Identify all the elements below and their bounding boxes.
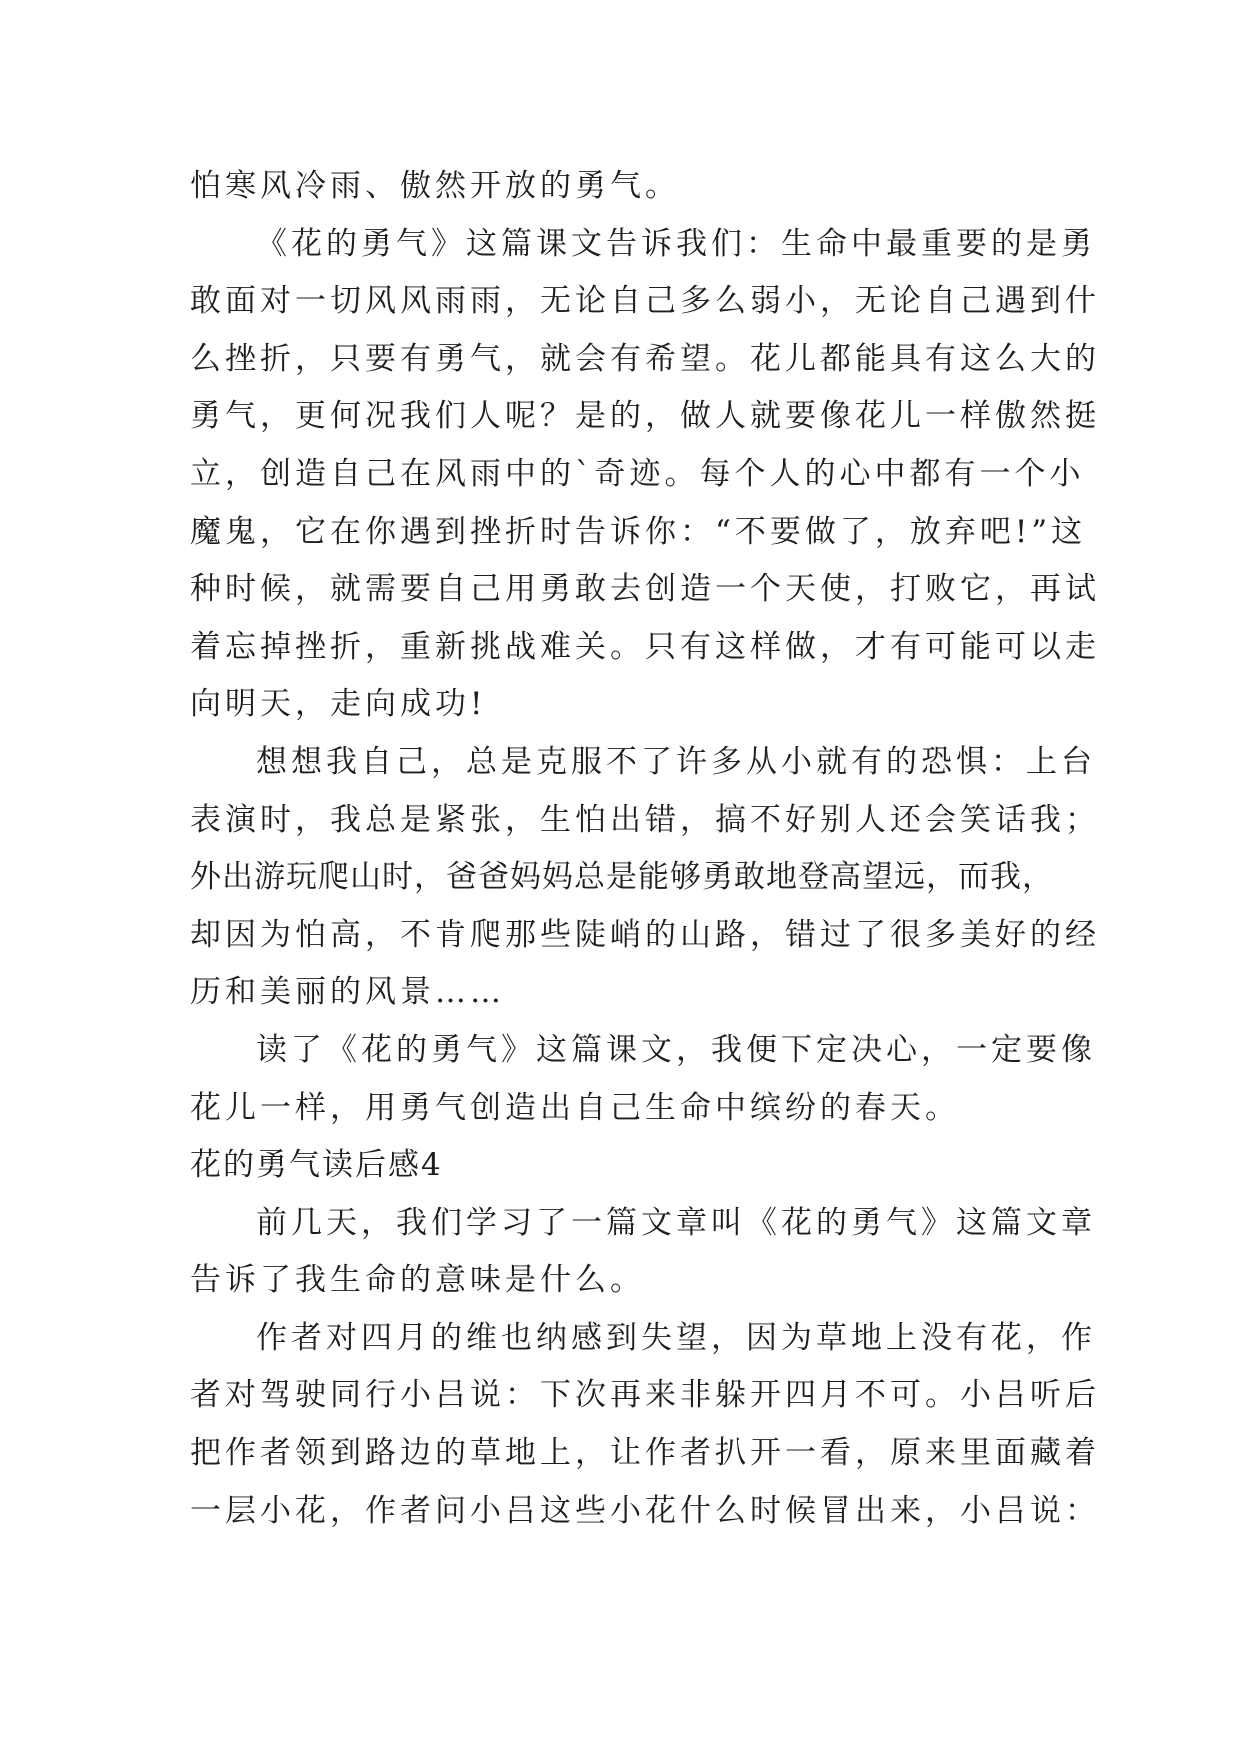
text-line: 花儿一样，用勇气创造出自己生命中缤纷的春天。 <box>190 1089 960 1126</box>
text-line: 历和美丽的风景…… <box>190 974 505 1011</box>
text-line: 勇气，更何况我们人呢？是的，做人就要像花儿一样傲然挺 <box>190 398 1100 435</box>
text-line: 告诉了我生命的意味是什么。 <box>190 1262 645 1299</box>
document-body <box>190 158 1100 1540</box>
paragraph-1 <box>190 158 1060 216</box>
heading-text: 花的勇气读后感4 <box>190 1147 443 1184</box>
paragraph-2 <box>190 216 1100 734</box>
text-line: 读了《花的勇气》这篇课文，我便下定决心，一定要像 <box>256 1031 1096 1068</box>
text-line: 立，创造自己在风雨中的`奇迹。每个人的心中都有一个小 <box>190 455 1085 492</box>
paragraph-3 <box>190 734 1100 1022</box>
text-line: 者对驾驶同行小吕说：下次再来非躲开四月不可。小吕听后 <box>190 1377 1100 1414</box>
text-line: 想想我自己，总是克服不了许多从小就有的恐惧：上台 <box>256 743 1096 780</box>
section-heading <box>190 1137 1060 1195</box>
paragraph-4 <box>190 1022 1096 1137</box>
text-line: 么挫折，只要有勇气，就会有希望。花儿都能具有这么大的 <box>190 340 1100 377</box>
paragraph-5 <box>190 1195 1096 1310</box>
text-line: 外出游玩爬山时，爸爸妈妈总是能够勇敢地登高望远，而我， <box>190 859 1054 896</box>
text-line: 敢面对一切风风雨雨，无论自己多么弱小，无论自己遇到什 <box>190 283 1100 320</box>
text-line: 怕寒风冷雨、傲然开放的勇气。 <box>190 168 680 204</box>
text-line: 向明天，走向成功! <box>190 686 487 723</box>
text-line: 前几天，我们学习了一篇文章叫《花的勇气》这篇文章 <box>256 1204 1096 1241</box>
text-line: 着忘掉挫折，重新挑战难关。只有这样做，才有可能可以走 <box>190 628 1100 665</box>
text-line: 《花的勇气》这篇课文告诉我们：生命中最重要的是勇 <box>256 225 1096 262</box>
text-line: 却因为怕高，不肯爬那些陡峭的山路，错过了很多美好的经 <box>190 916 1100 953</box>
text-line: 魔鬼，它在你遇到挫折时告诉你：“不要做了，放弃吧!”这 <box>190 513 1087 550</box>
paragraph-6 <box>190 1310 1100 1540</box>
text-line: 表演时，我总是紧张，生怕出错，搞不好别人还会笑话我； <box>190 801 1100 838</box>
text-line: 把作者领到路边的草地上，让作者扒开一看，原来里面藏着 <box>190 1435 1100 1472</box>
text-line: 作者对四月的维也纳感到失望，因为草地上没有花，作 <box>256 1319 1096 1356</box>
text-line: 一层小花，作者问小吕这些小花什么时候冒出来，小吕说： <box>190 1492 1100 1529</box>
text-line: 种时候，就需要自己用勇敢去创造一个天使，打败它，再试 <box>190 571 1100 608</box>
